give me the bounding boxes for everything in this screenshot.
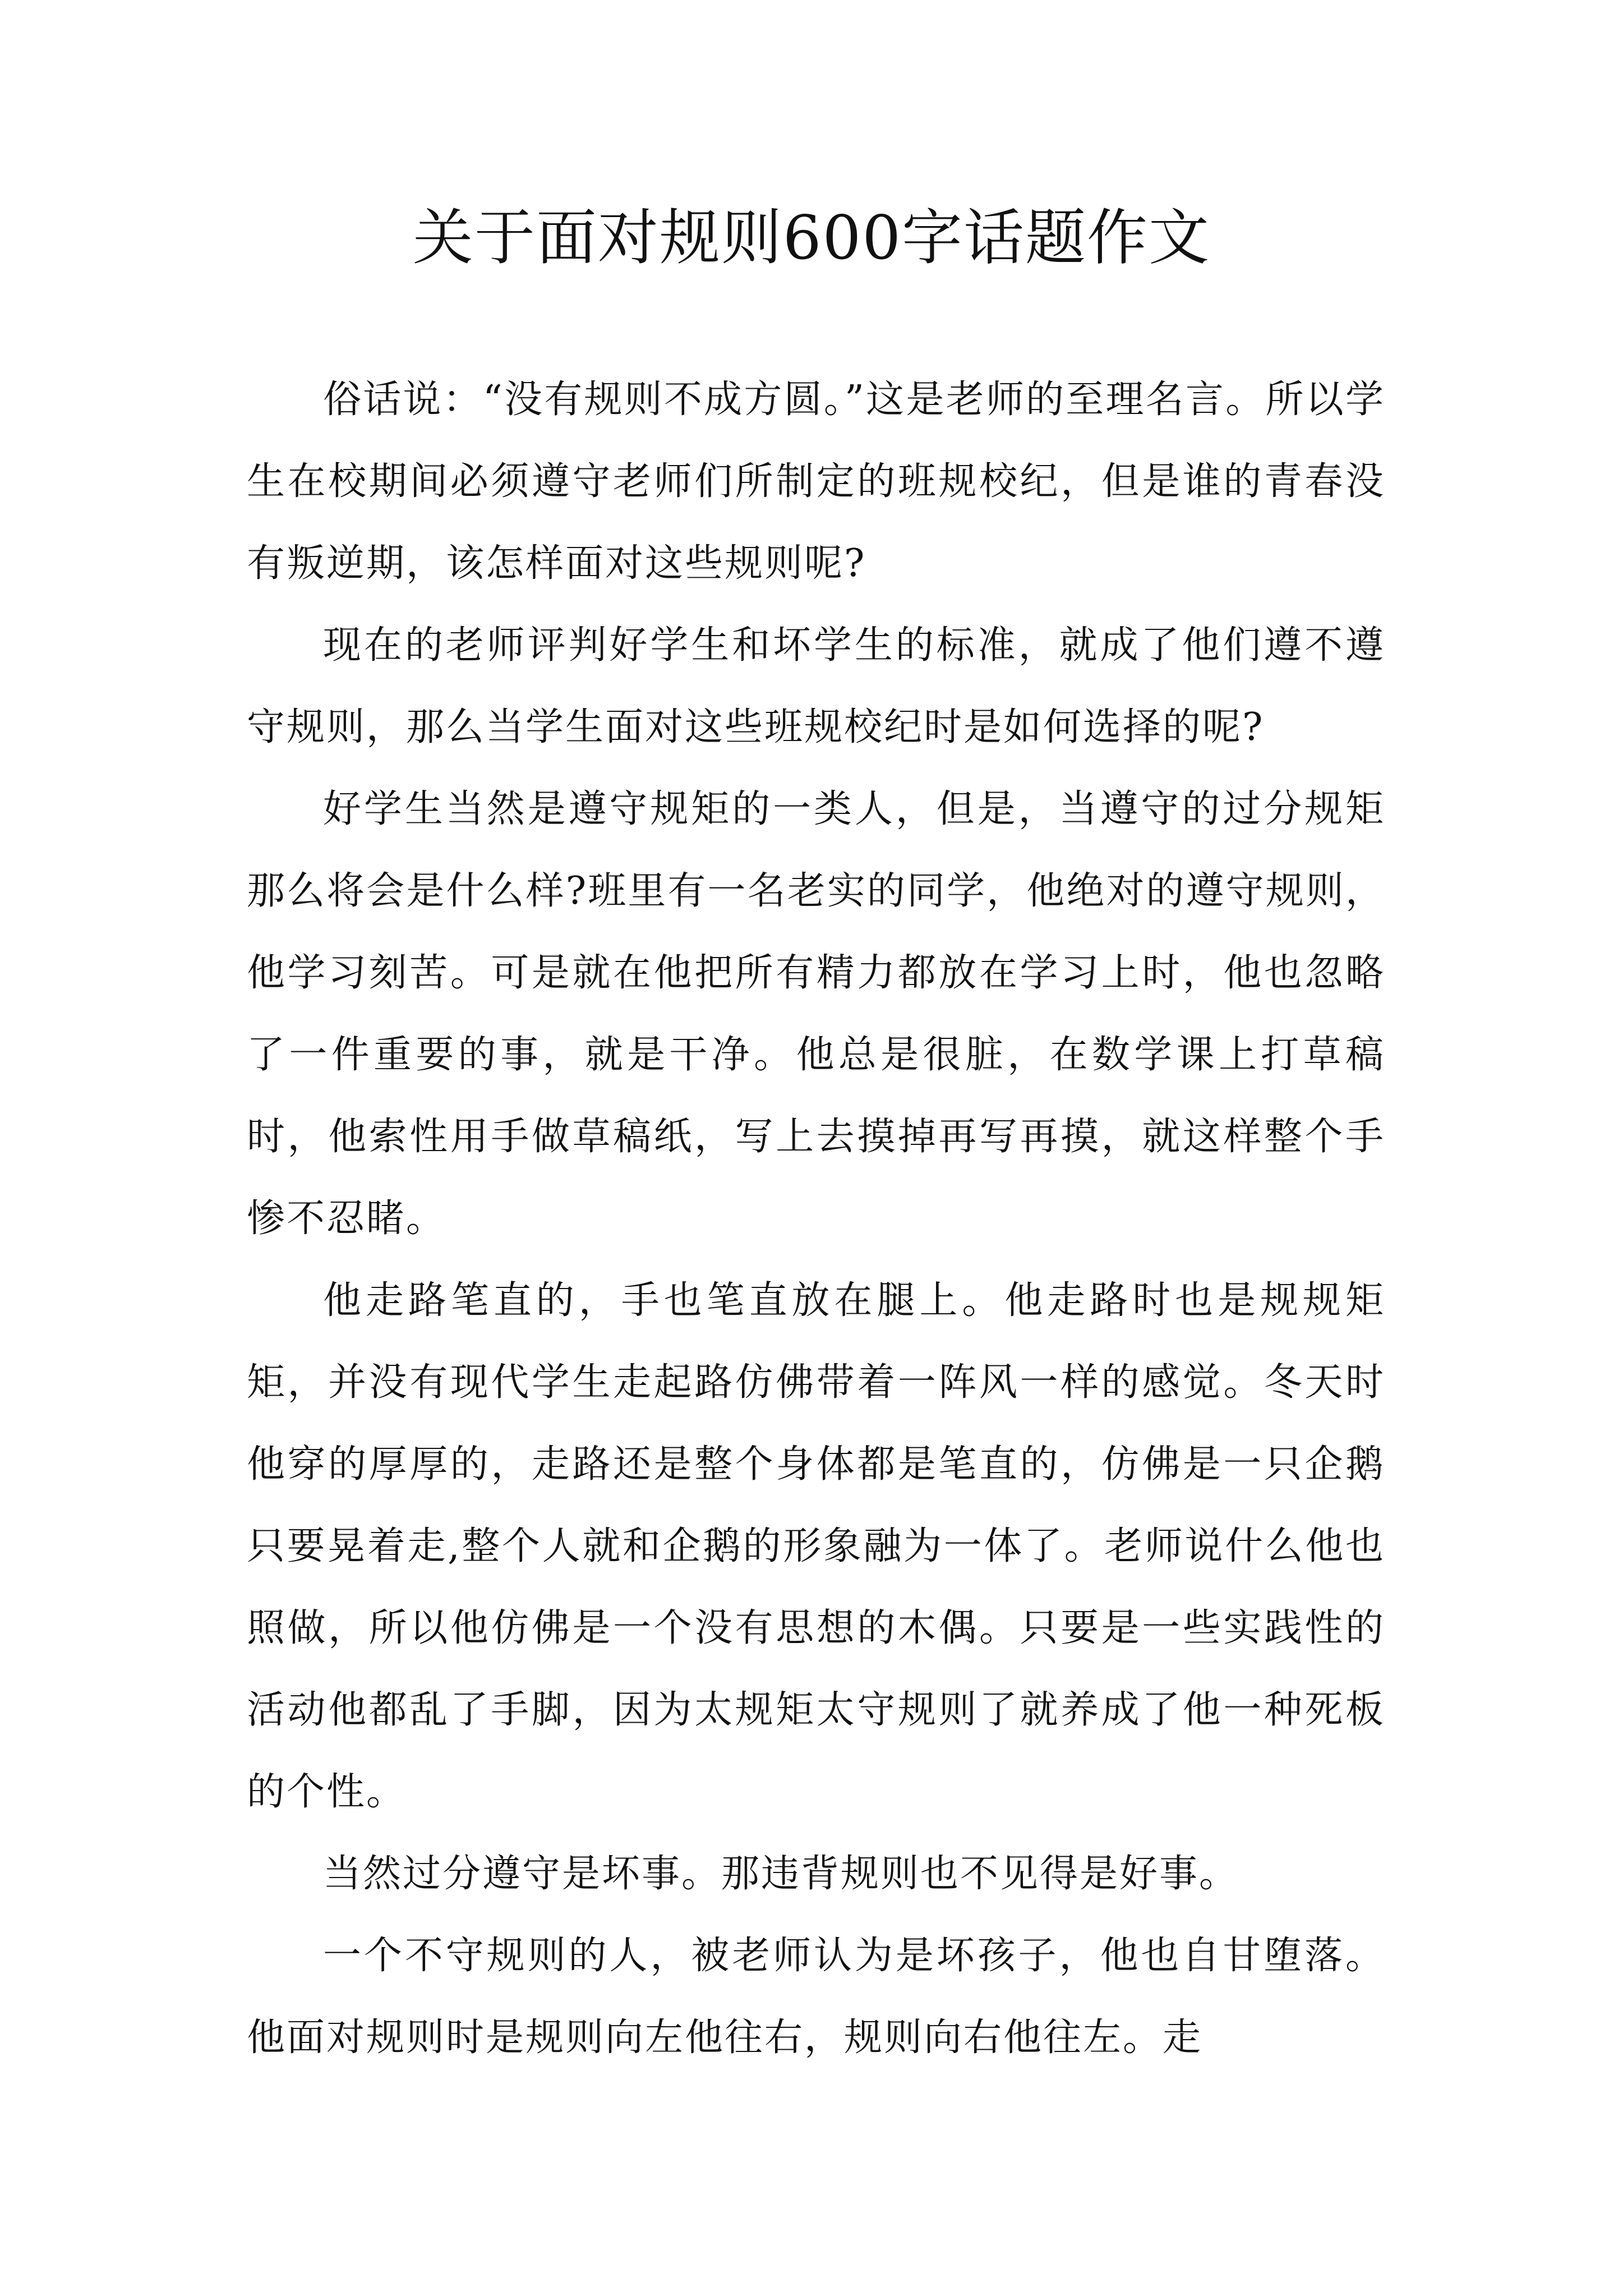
paragraph-3: 好学生当然是遵守规矩的一类人，但是，当遵守的过分规矩那么将会是什么样?班里有一名老实的同学，他绝对的遵守规则，他学习刻苦。可是就在他把所有精力都放在学习上时，他也忽略了一件重要的事，就是干净。他总是很脏，在数学课上打草稿时，他索性用手做草稿纸，写上去摸掉再写再摸，就这样整个手惨不忍睹。	[247, 787, 1385, 1241]
paragraph-6: 一个不守规则的人，被老师认为是坏孩子，他也自甘堕落。他面对规则时是规则向左他往右，规则向右他往左。走	[247, 1934, 1385, 2060]
paragraph-4: 他走路笔直的，手也笔直放在腿上。他走路时也是规规矩矩，并没有现代学生走起路仿佛带着一阵风一样的感觉。冬天时他穿的厚厚的，走路还是整个身体都是笔直的，仿佛是一只企鹅只要晃着走,整个人就和企鹅的形象融为一体了。老师说什么他也照做，所以他仿佛是一个没有思想的木偶。只要是一些实践性的活动他都乱了手脚，因为太规矩太守规则了就养成了他一种死板的个性。	[247, 1278, 1385, 1814]
document-title: 关于面对规则600字话题作文	[412, 203, 1211, 273]
document-body	[247, 359, 1385, 2079]
paragraph-5: 当然过分遵守是坏事。那违背规则也不见得是好事。	[323, 1852, 1239, 1896]
paragraph-2: 现在的老师评判好学生和坏学生的标准，就成了他们遵不遵守规则，那么当学生面对这些班规校纪时是如何选择的呢?	[247, 623, 1385, 749]
paragraph-1: 俗话说：“没有规则不成方圆。”这是老师的至理名言。所以学生在校期间必须遵守老师们所制定的班规校纪，但是谁的青春没有叛逆期，该怎样面对这些规则呢?	[247, 378, 1385, 586]
